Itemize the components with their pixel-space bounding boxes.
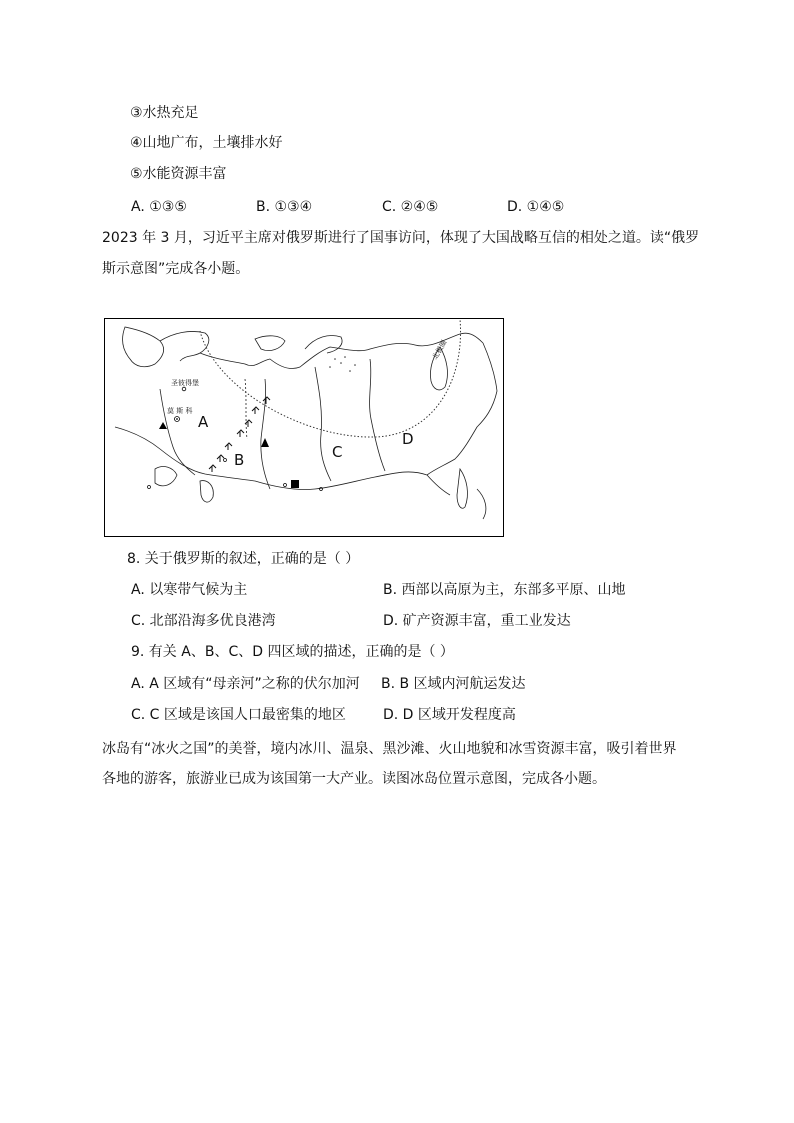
square-mineral-icon [291,480,299,488]
iceland-intro-line-2: 各地的游客，旅游业已成为该国第一大产业。读图冰岛位置示意图，完成各小题。 [102,771,606,787]
city-icon [148,486,151,489]
map-label-arctic-circle: 北极圈 [431,338,449,361]
st-petersburg-city-icon [182,387,186,391]
city-icon [224,459,227,462]
lena-river [370,359,385,471]
q7-item-3: ③水热充足 [130,105,199,121]
oil-derrick-icon [245,420,252,427]
oil-derrick-icon [217,455,224,462]
q7-option-a: A. ①③⑤ [131,199,187,215]
japan-coast [477,489,486,519]
q9-option-b: B. B 区域内河航运发达 [381,676,526,692]
novaya-zemlya [255,336,285,351]
q7-option-d: D. ①④⑤ [507,199,565,215]
q8-stem: 8. 关于俄罗斯的叙述，正确的是（ ） [127,551,360,567]
russia-map [104,318,504,537]
triangle-mineral-icon [261,438,269,447]
kola-coast [160,331,209,361]
black-sea [155,467,177,486]
map-label-st-petersburg: 圣彼得堡 [171,379,199,387]
q7-item-5: ⑤水能资源丰富 [130,166,227,182]
oil-derrick-icon [237,430,244,437]
map-label-moscow: 莫 斯 科 [167,407,193,415]
q7-option-b: B. ①③④ [256,199,313,215]
east-coast [427,343,497,475]
q8-option-b: B. 西部以高原为主，东部多平原、山地 [383,582,626,598]
city-icon [284,484,287,487]
q9-stem: 9. 有关 A、B、C、D 四区域的描述，正确的是（ ） [131,644,454,660]
iceland-intro-line-1: 冰岛有“冰火之国”的美誉，境内冰川、温泉、黑沙滩、火山地貌和冰雪资源丰富，吸引着世界 [102,741,677,757]
oil-derrick-icon [263,397,270,404]
southern-border [115,427,450,495]
q8-option-d: D. 矿产资源丰富，重工业发达 [383,613,571,629]
q9-option-d: D. D 区域开发程度高 [383,707,516,723]
q7-option-c: C. ②④⑤ [382,199,439,215]
yenisei-river [315,367,331,481]
q7-item-4: ④山地广布，土壤排水好 [130,135,283,151]
map-region-b: B [234,451,245,469]
map-region-d: D [402,430,414,448]
ural-line [245,379,247,439]
q9-option-a: A. A 区域有“母亲河”之称的伏尔加河 [131,676,360,692]
russia-intro-line-2: 斯示意图”完成各小题。 [102,261,250,277]
oil-derrick-icon [209,465,216,472]
sakhalin [457,469,467,508]
map-region-a: A [198,413,209,431]
ob-river [261,379,270,489]
oil-derrick-icon [225,443,232,450]
map-region-c: C [332,443,343,461]
triangle-mineral-icon [159,422,167,429]
q9-option-c: C. C 区域是该国人口最密集的地区 [131,707,346,723]
russia-intro-line-1: 2023 年 3 月，习近平主席对俄罗斯进行了国事访问，体现了大国战略互信的相处之道。读“俄罗 [102,230,700,246]
q8-option-a: A. 以寒带气候为主 [131,582,248,598]
caspian-sea [200,481,213,502]
oil-derrick-icon [252,407,259,414]
arctic-circle-line [200,319,461,437]
q8-option-c: C. 北部沿海多优良港湾 [131,613,276,629]
scandinavia-coast [122,327,163,367]
